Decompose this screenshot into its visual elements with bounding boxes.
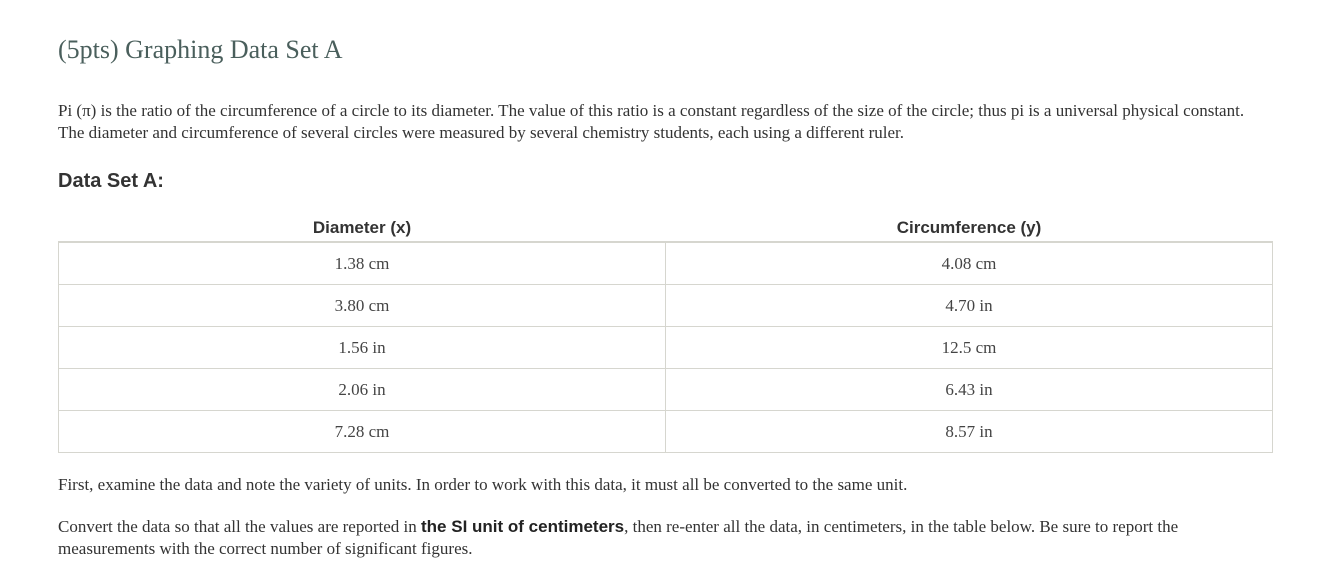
instruction-convert	[58, 516, 1273, 560]
diameter-cell: 3.80 cm	[59, 285, 666, 327]
circumference-cell: 12.5 cm	[666, 327, 1273, 369]
diameter-cell: 1.38 cm	[59, 242, 666, 285]
table-row	[59, 369, 1273, 411]
instruction-convert-after: , then re-enter all the data, in centimeters, in the table below. Be sure to report the measurements with the correct number of significant figures.	[58, 517, 1179, 558]
diameter-cell: 1.56 in	[59, 327, 666, 369]
diameter-cell: 7.28 cm	[59, 411, 666, 453]
si-unit-emphasis: the SI unit of centimeters	[421, 517, 625, 536]
data-set-a-table	[58, 214, 1273, 453]
column-header-diameter: Diameter (x)	[59, 214, 666, 242]
table-header-row	[59, 214, 1273, 242]
table-row	[59, 327, 1273, 369]
circumference-cell: 4.70 in	[666, 285, 1273, 327]
instruction-examine: First, examine the data and note the variety of units. In order to work with this data, it must all be converted to the same unit.	[58, 475, 908, 494]
table-row	[59, 242, 1273, 285]
dataset-heading: Data Set A:	[58, 170, 164, 192]
circumference-cell: 6.43 in	[666, 369, 1273, 411]
page-title: (5pts) Graphing Data Set A	[58, 35, 343, 64]
column-header-circumference: Circumference (y)	[666, 214, 1273, 242]
table-row	[59, 285, 1273, 327]
table-row	[59, 411, 1273, 453]
instruction-convert-before: Convert the data so that all the values are reported in	[58, 517, 422, 536]
circumference-cell: 8.57 in	[666, 411, 1273, 453]
diameter-cell: 2.06 in	[59, 369, 666, 411]
circumference-cell: 4.08 cm	[666, 242, 1273, 285]
intro-paragraph: Pi (π) is the ratio of the circumference of a circle to its diameter. The value of this ratio is a constant regardless of the size of the circle; thus pi is a universal physical constant. The diameter and circumference of several circles were measured by several chemistry students, each using a different ruler.	[58, 101, 1245, 142]
